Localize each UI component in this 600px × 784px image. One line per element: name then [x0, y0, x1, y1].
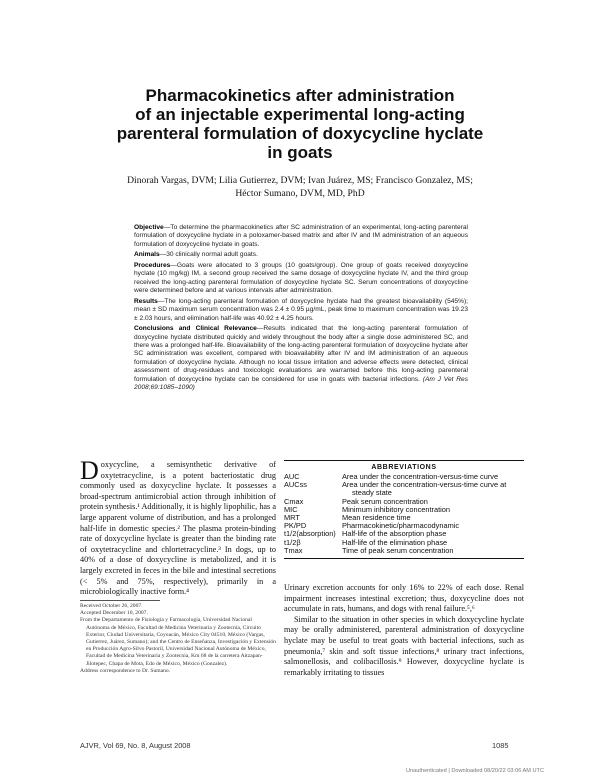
body-column-right — [284, 583, 524, 678]
abbr-term: MRT — [284, 513, 300, 523]
correspondence: Address correspondence to Dr. Sumano. — [80, 667, 171, 674]
results-label: Results — [134, 297, 158, 305]
results-text: —The long-acting parenteral formulation of doxycycline hyclate had the greatest bioavailability (545%); mean ± SD maximum serum concentration was 2.4 ± 0.95 µg/mL, peak time to maximum concentration was 19.23 ± 2.03 hours, and elimination half-life was 40.92 ± 4.25 hours. — [134, 297, 468, 322]
intro-text: oxycycline, a semisynthetic derivative of oxytetracycline, is a potent bacteriostatic drug commonly used as doxycycline hyclate. It possesses a broad-spectrum antimicrobial action through inhibition of protein synthesis.¹ Additionally, it is highly lipophilic, has a large apparent volume of distribution, and has a prolonged half-life in domestic species.² The plasma protein-binding rate of doxycycline hyclate is greater than the binding rate of oxytetracycline and chlortetracycline.³ In dogs, up to 40% of a dose of doxycycline is metabolized, and it is largely excreted in feces in the bile and intestinal secretions (< 5% and 75%, respectively), primarily in a microbiologically inactive form.⁴ — [80, 460, 276, 597]
conclusions-text: —Results indicated that the long-acting parenteral formulation of doxycycline hyclate distributed quickly and widely throughout the body after a single dose administered SC, and there was a prolonged half-life. Bioavailability of the long-acting parenteral formulation of doxycycline hyclate after SC administration was excellent, compared with bioavailability after IV and IM administration of an aqueous formulation of doxycycline hyclate. Although no local tissue irritation and adverse effects were detected, clinical assessment of drug-residues and toxicologic evaluations are warranted before this long-acting parenteral formulation of doxycycline hyclate can be considered for use in goats with bacterial infections. — [134, 325, 468, 383]
title-line: Pharmacokinetics after administration — [145, 86, 455, 105]
author-list — [80, 174, 520, 200]
footnote-divider — [80, 600, 160, 601]
procedures-label: Procedures — [134, 262, 171, 269]
abbreviations-box — [284, 460, 524, 559]
abbreviation-row — [284, 481, 524, 497]
title-line: in goats — [267, 143, 333, 162]
conclusions-label: Conclusions and Clinical Relevance — [134, 325, 257, 333]
abstract-animals — [134, 251, 468, 259]
abbr-term: Cmax — [284, 496, 304, 506]
article-title — [60, 86, 540, 162]
abbr-term: PK/PD — [284, 521, 307, 531]
affiliation: From the Departamento de Fisiología y Farmacología, Universidad Nacional Autónoma de México, Facultad de Medicina Veterinaria y Zootecnia, Circuito Exterior, Ciudad Universitaria, Coyoacán, México City 04510, México (Vargas, Gutierrez, Juárez, Sumano); and the Centro de Enseñanza, Investigación y Extensión en Producción Agro-Silvo Pastoril, Universidad Nacional Autónoma de México, Facultad de Medicina Veterinaria y Zootecnia, Km 68 de la carretera Aitzapan-Jilotepec, Chapa de Mota, Edo de México, México (Gonzalez). — [80, 617, 276, 667]
abbr-definition: Area under the concentration-versus-time curve — [342, 472, 499, 481]
abstract-procedures — [134, 262, 468, 296]
abbr-definition: Area under the concentration-versus-time curve at steady state — [342, 480, 507, 498]
journal-footer: AJVR, Vol 69, No. 8, August 2008 — [80, 741, 191, 750]
abbr-term: AUCss — [284, 480, 307, 490]
title-line: of an injectable experimental long-acting — [135, 105, 465, 124]
body-paragraph: Urinary excretion accounts for only 16% to 22% of each dose. Renal impairment increases intestinal excretion; thus, doxycycline does not accumulate in rats, humans, and dogs with renal failure.⁵,⁶ — [284, 583, 524, 614]
abbr-definition: Minimum inhibitory concentration — [342, 504, 451, 514]
abstract-conclusions — [134, 325, 468, 392]
abbr-definition: Pharmacokinetic/pharmacodynamic — [342, 521, 460, 531]
abstract-objective — [134, 224, 468, 249]
abbr-definition: Mean residence time — [342, 513, 411, 523]
footnotes — [80, 603, 276, 675]
abbreviation-row — [284, 547, 524, 555]
abbr-term: t1/2(absorption) — [284, 529, 336, 539]
abbreviations-title: ABBREVIATIONS — [371, 464, 437, 471]
abbr-definition: Time of peak serum concentration — [342, 545, 454, 555]
abbr-term: AUC — [284, 472, 300, 481]
abstract-results — [134, 298, 468, 323]
animals-text: —30 clinically normal adult goats. — [159, 251, 258, 259]
abbr-term: t1/2β — [284, 537, 301, 547]
objective-label: Objective — [134, 224, 164, 231]
citation: (Am J Vet Res 2008;69:1085–1090) — [134, 375, 468, 392]
intro-paragraph — [80, 456, 276, 598]
procedures-text: —Goats were allocated to 3 groups (10 goats/group). One group of goats received doxycycline hyclate (10 mg/kg) IM, a second group received the same dosage of doxycycline hyclate IV, and the third group received the long-acting parenteral formulation of doxycycline hyclate SC. Serum concentrations of doxycycline were determined before and at various intervals after administration. — [134, 262, 468, 295]
body-paragraph: Similar to the situation in other species in which doxycycline hyclate may be orally administered, parenteral administration of doxycycline hyclate may be useful to treat goats with bacterial infections, such as pneumonia,⁷ skin and soft tissue infections,⁸ urinary tract infections, salmonellosis, and colibacillosis.⁹ However, doxycycline hyclate is remarkably irritating to tissues — [284, 614, 524, 677]
accepted-date: Accepted December 10, 2007. — [80, 610, 148, 617]
authors-line: Héctor Sumano, DVM, MD, PhD — [235, 188, 365, 199]
title-line: parenteral formulation of doxycycline hyclate — [116, 124, 484, 143]
objective-text: —To determine the pharmacokinetics after SC administration of an experimental, long-acting parenteral formulation of doxycycline hyclate in a poloxamer-based matrix and after IV and IM administration of an aqueous formulation of doxycycline hyclate in goats. — [134, 224, 468, 248]
page-number: 1085 — [492, 741, 509, 750]
drop-cap: D — [80, 456, 99, 485]
abbr-term: MIC — [284, 504, 298, 514]
abstract — [134, 224, 468, 395]
authors-line: Dinorah Vargas, DVM; Lilia Gutierrez, DVM; Ivan Juárez, MS; Francisco Gonzalez, MS; — [127, 175, 473, 186]
received-date: Received October 26, 2007. — [80, 603, 143, 609]
abbr-term: Tmax — [284, 545, 303, 555]
abbr-definition: Half-life of the elimination phase — [342, 537, 448, 547]
animals-label: Animals — [134, 251, 160, 259]
download-stamp: Unauthenticated | Downloaded 08/20/22 03:06 AM UTC — [406, 768, 544, 774]
intro-column — [80, 456, 276, 598]
abbr-definition: Half-life of the absorption phase — [342, 529, 447, 539]
abbr-definition: Peak serum concentration — [342, 496, 428, 506]
